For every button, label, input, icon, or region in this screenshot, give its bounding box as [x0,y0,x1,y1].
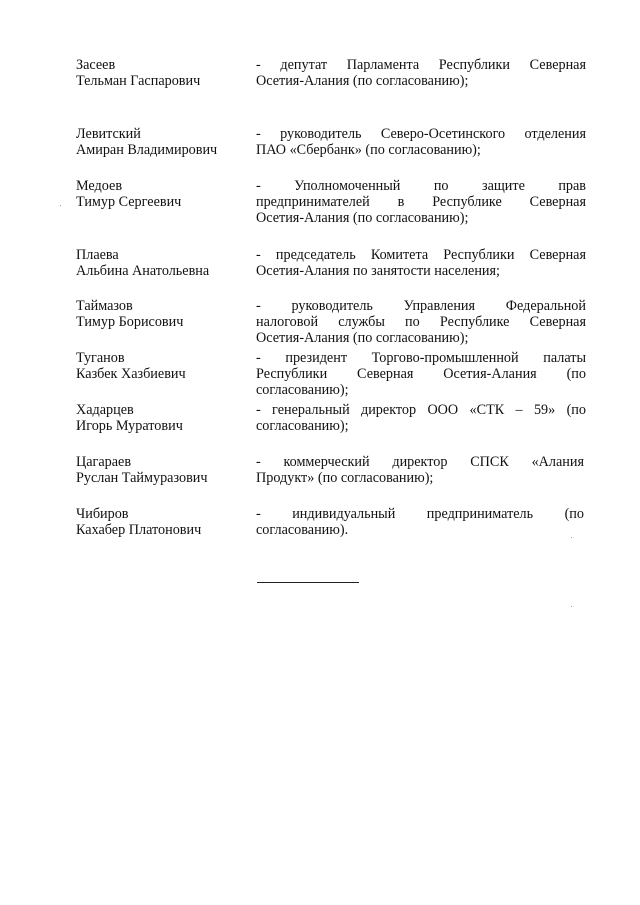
role-line: Осетия-Алания (по согласованию); [256,210,469,226]
person-role [256,506,584,538]
given-names: Альбина Анатольевна [76,263,210,279]
given-names: Тельман Гаспарович [76,73,201,89]
surname: Хадарцев [76,402,134,418]
given-names: Казбек Хазбиевич [76,366,186,382]
person-name [76,402,246,434]
surname: Левитский [76,126,141,142]
role-line: - президент Торгово-промышленной палаты [256,350,586,366]
role-line: - депутат Парламента Республики Северная [256,57,586,73]
role-line: согласованию); [256,418,349,434]
surname: Туганов [76,350,125,366]
role-line: - генеральный директор ООО «СТК – 59» (по [256,402,586,418]
person-role [256,350,586,398]
surname: Плаева [76,247,119,263]
person-name [76,454,246,486]
given-names: Игорь Муратович [76,418,183,434]
role-line: - Уполномоченный по защите прав [256,178,586,194]
role-line: Осетия-Алания (по согласованию); [256,330,469,346]
given-names: Тимур Сергеевич [76,194,182,210]
role-line: Продукт» (по согласованию); [256,470,434,486]
role-line: - председатель Комитета Республики Северная [256,247,586,263]
role-line: - коммерческий директор СПСК «Алания [256,454,584,470]
person-name [76,298,246,330]
surname: Медоев [76,178,123,194]
scan-speck [60,205,61,206]
role-line: налоговой службы по Республике Северная [256,314,586,330]
role-line: Осетия-Алания (по согласованию); [256,73,469,89]
person-name [76,57,246,89]
given-names: Тимур Борисович [76,314,184,330]
given-names: Амиран Владимирович [76,142,218,158]
surname: Цагараев [76,454,132,470]
person-name [76,178,246,210]
person-role [256,126,586,158]
surname: Засеев [76,57,116,73]
given-names: Руслан Таймуразович [76,470,208,486]
role-line: Осетия-Алания по занятости населения; [256,263,500,279]
role-line: Республики Северная Осетия-Алания (по [256,366,586,382]
surname: Чибиров [76,506,129,522]
person-role [256,178,586,226]
role-line: - индивидуальный предприниматель (по [256,506,584,522]
role-line: - руководитель Управления Федеральной [256,298,586,314]
role-line: - руководитель Северо-Осетинского отделения [256,126,586,142]
person-role [256,57,586,89]
scan-speck [571,606,572,607]
person-name [76,126,246,158]
person-name [76,247,246,279]
role-line: согласованию). [256,522,349,538]
person-role [256,247,586,279]
person-role [256,454,584,486]
role-line: предпринимателей в Республике Северная [256,194,586,210]
person-role [256,402,586,434]
person-name [76,506,246,538]
surname: Таймазов [76,298,133,314]
person-name [76,350,246,382]
closing-rule [257,582,359,583]
person-role [256,298,586,346]
role-line: согласованию); [256,382,349,398]
role-line: ПАО «Сбербанк» (по согласованию); [256,142,481,158]
scan-speck [571,537,572,538]
given-names: Кахабер Платонович [76,522,202,538]
